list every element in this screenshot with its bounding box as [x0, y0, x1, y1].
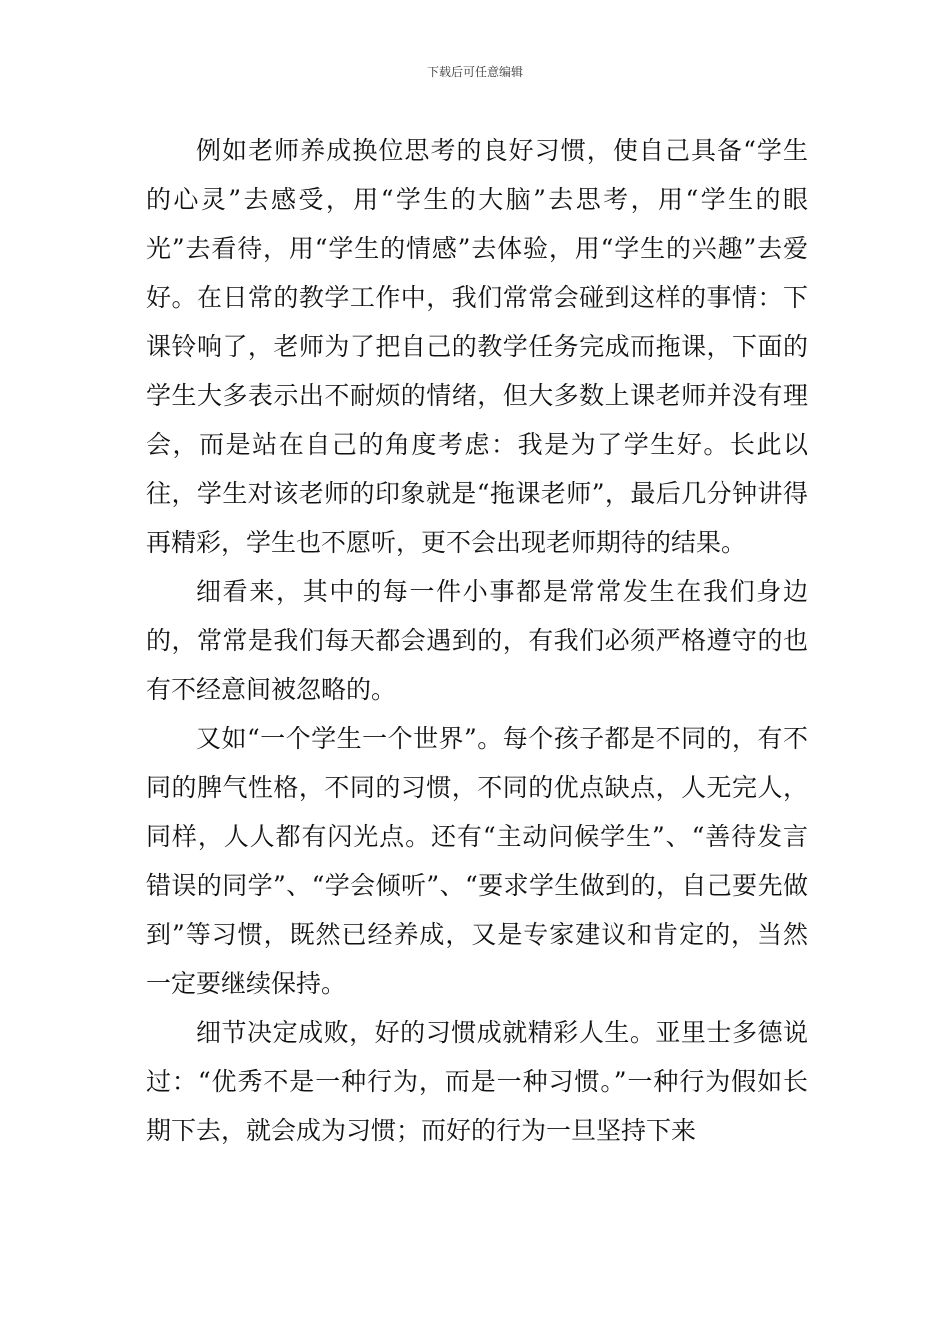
paragraph-2: 细看来，其中的每一件小事都是常常发生在我们身边的，常常是我们每天都会遇到的，有我们必须严格遵守的也有不经意间被忽略的。: [146, 577, 808, 704]
paragraph-3: 又如“一个学生一个世界”。每个孩子都是不同的，有不同的脾气性格，不同的习惯，不同的优点缺点，人无完人，同样，人人都有闪光点。还有“主动问候学生”、“善待发言错误的同学”、“学会倾听”、“要求学生做到的，自己要先做到”等习惯，既然已经养成，又是专家建议和肯定的，当然一定要继续保持。: [146, 724, 808, 998]
paragraph-1: 例如老师养成换位思考的良好习惯，使自己具备“学生的心灵”去感受，用“学生的大脑”去思考，用“学生的眼光”去看待，用“学生的情感”去体验，用“学生的兴趣”去爱好。在日常的教学工作中，我们常常会碰到这样的事情：下课铃响了，老师为了把自己的教学任务完成而拖课，下面的学生大多表示出不耐烦的情绪，但大多数上课老师并没有理会，而是站在自己的角度考虑：我是为了学生好。长此以往，学生对该老师的印象就是“拖课老师”，最后几分钟讲得再精彩，学生也不愿听，更不会出现老师期待的结果。: [146, 136, 808, 557]
page-header: 下载后可任意编辑: [426, 65, 523, 79]
document-body: [146, 126, 808, 1155]
paragraph-4: 细节决定成败，好的习惯成就精彩人生。亚里士多德说过：“优秀不是一种行为，而是一种习惯。”一种行为假如长期下去，就会成为习惯；而好的行为一旦坚持下来: [146, 1018, 808, 1145]
